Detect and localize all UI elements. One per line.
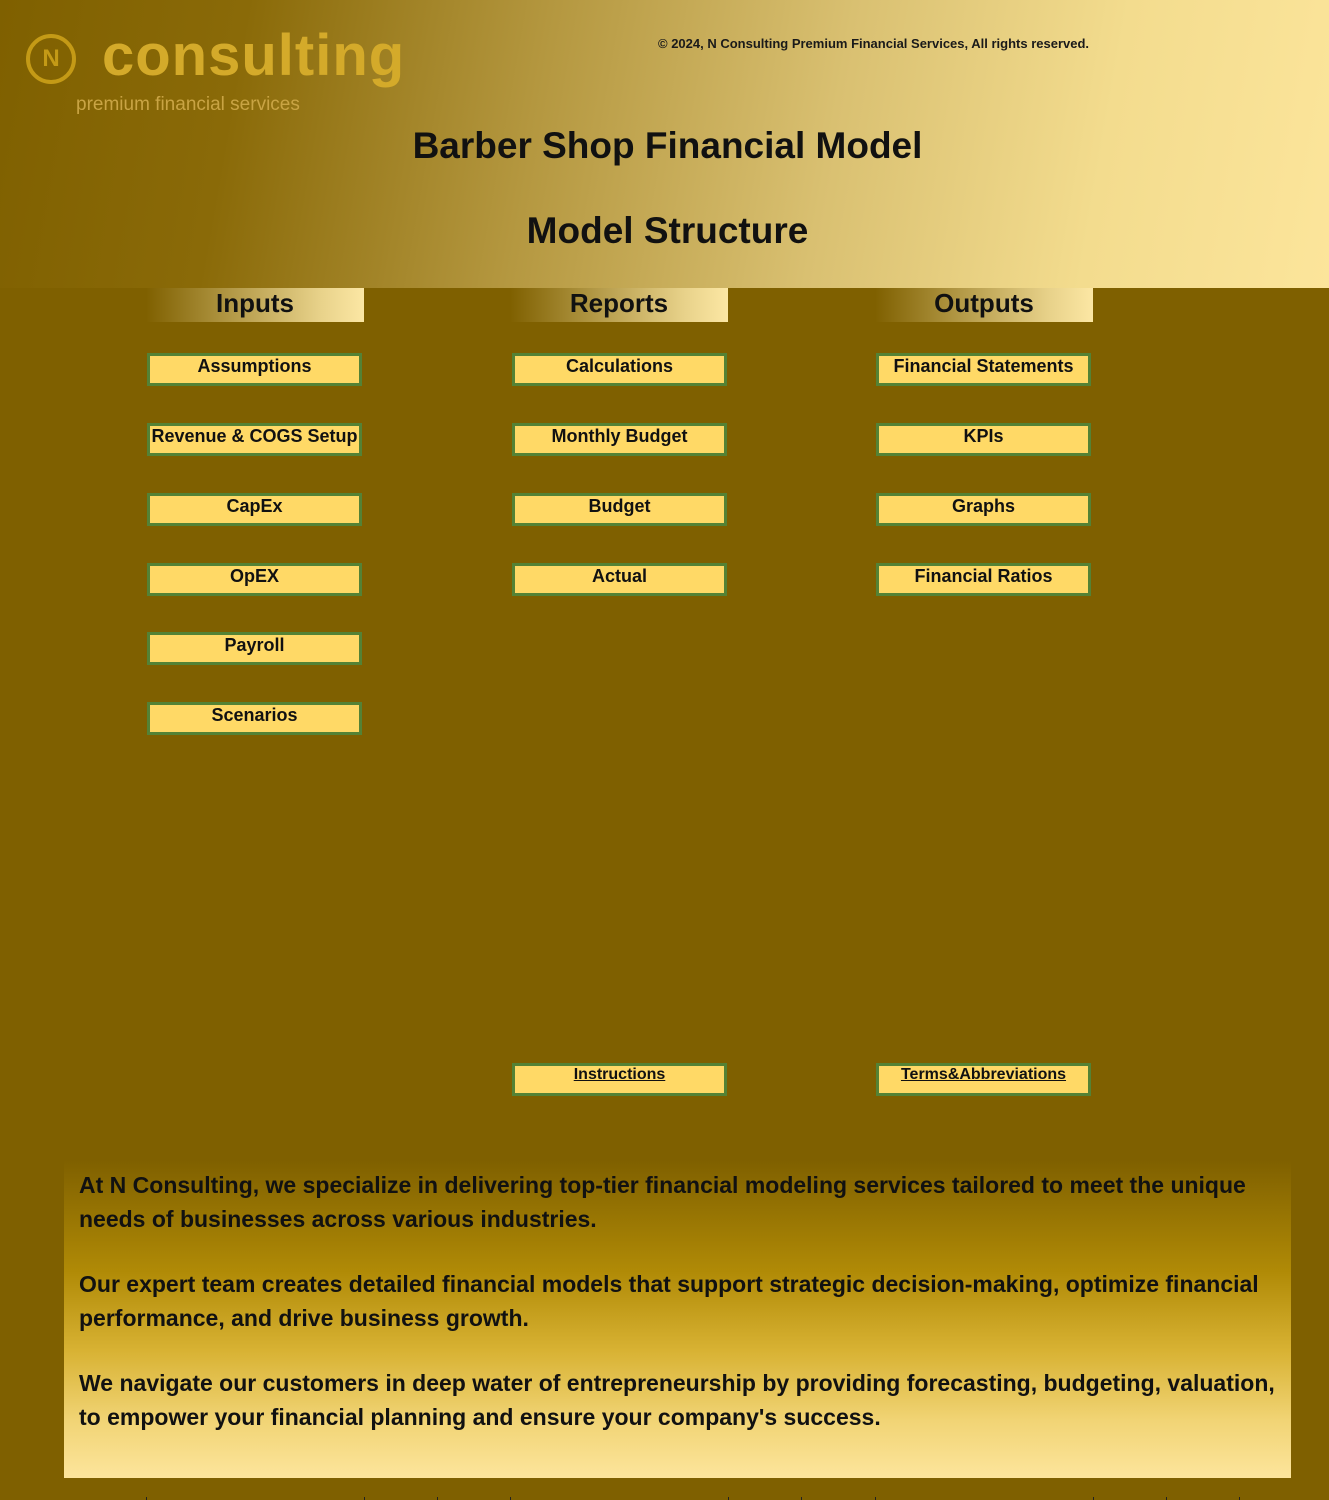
outputs-heading: Outputs bbox=[875, 288, 1093, 322]
kpis-button[interactable]: KPIs bbox=[876, 423, 1091, 456]
opex-button[interactable]: OpEX bbox=[147, 563, 362, 596]
calculations-button[interactable]: Calculations bbox=[512, 353, 727, 386]
company-logo bbox=[26, 23, 406, 120]
capex-button[interactable]: CapEx bbox=[147, 493, 362, 526]
header-banner bbox=[0, 0, 1329, 288]
monthly-budget-button[interactable]: Monthly Budget bbox=[512, 423, 727, 456]
instructions-link[interactable]: Instructions bbox=[512, 1063, 727, 1096]
terms-abbreviations-link[interactable]: Terms&Abbreviations bbox=[876, 1063, 1091, 1096]
graphs-button[interactable]: Graphs bbox=[876, 493, 1091, 526]
inputs-heading: Inputs bbox=[146, 288, 364, 322]
assumptions-button[interactable]: Assumptions bbox=[147, 353, 362, 386]
scenarios-button[interactable]: Scenarios bbox=[147, 702, 362, 735]
budget-button[interactable]: Budget bbox=[512, 493, 727, 526]
logo-wordmark: consulting bbox=[102, 23, 406, 88]
logo-tagline: premium financial services bbox=[76, 94, 300, 115]
copyright-notice: © 2024, N Consulting Premium Financial Services, All rights reserved. bbox=[658, 36, 1090, 51]
financial-statements-button[interactable]: Financial Statements bbox=[876, 353, 1091, 386]
actual-button[interactable]: Actual bbox=[512, 563, 727, 596]
about-paragraph-1: At N Consulting, we specialize in delivering top-tier financial modeling services tailored to meet the unique needs of businesses across various industries. bbox=[79, 1172, 1246, 1232]
page-title: Barber Shop Financial Model bbox=[412, 125, 923, 166]
logo-n-icon: N bbox=[26, 34, 76, 84]
revenue-cogs-setup-button[interactable]: Revenue & COGS Setup bbox=[147, 423, 362, 456]
about-panel bbox=[64, 1160, 1291, 1478]
about-paragraph-2: Our expert team creates detailed financial models that support strategic decision-making, optimize financial performance, and drive business growth. bbox=[79, 1271, 1259, 1331]
page-subtitle: Model Structure bbox=[526, 210, 809, 251]
payroll-button[interactable]: Payroll bbox=[147, 632, 362, 665]
financial-ratios-button[interactable]: Financial Ratios bbox=[876, 563, 1091, 596]
about-paragraph-3: We navigate our customers in deep water of entrepreneurship by providing forecasting, budgeting, valuation, to empower your financial planning and ensure your company's success. bbox=[79, 1370, 1275, 1430]
reports-heading: Reports bbox=[510, 288, 728, 322]
